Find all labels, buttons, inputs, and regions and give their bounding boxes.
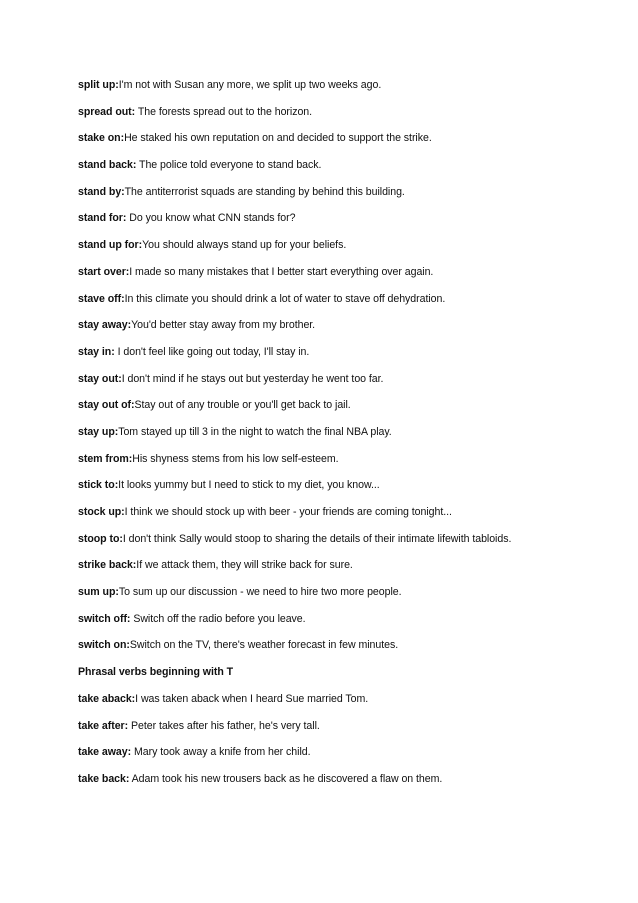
entry-term: stay up: [78, 425, 119, 438]
entry-term: sum up: [78, 586, 119, 599]
entry-take-after [78, 720, 623, 733]
entry-example: I don't feel like going out today, I'll stay in. [114, 345, 310, 358]
entry-term: stand for: [78, 212, 127, 225]
entry-take-back [78, 773, 623, 786]
entry-stay-away [78, 319, 623, 332]
entry-sum-up [78, 586, 623, 599]
entry-stay-in [78, 346, 623, 359]
entry-example: The police told everyone to stand back. [136, 159, 322, 172]
entry-example: You'd better stay away from my brother. [131, 319, 316, 332]
entry-term: stoop to: [78, 532, 123, 545]
entry-stock-up [78, 506, 623, 519]
entry-example: I think we should stock up with beer - your friends are coming tonight... [124, 506, 452, 518]
entry-example: You should always stand up for your beliefs. [142, 239, 347, 252]
entry-take-away [78, 746, 623, 759]
entry-term: stay out of: [78, 399, 135, 412]
entry-split-up [78, 79, 623, 92]
entry-term: stay away: [78, 319, 132, 332]
entry-example: I was taken aback when I heard Sue married Tom. [135, 692, 369, 705]
entry-stake-on [78, 132, 623, 145]
entry-switch-off [78, 613, 623, 626]
entry-stick-to [78, 479, 623, 492]
entry-stand-back [78, 159, 623, 172]
entry-example: His shyness stems from his low self-esteem. [132, 452, 339, 465]
entry-spread-out [78, 106, 623, 119]
section-heading: Phrasal verbs beginning with T [78, 666, 234, 679]
entry-example: If we attack them, they will strike back for sure. [136, 559, 353, 572]
entry-term: stave off: [78, 292, 125, 305]
entry-example: I made so many mistakes that I better start everything over again. [129, 265, 434, 278]
document-page [78, 79, 623, 800]
entry-example: The forests spread out to the horizon. [135, 105, 313, 118]
entry-stand-by [78, 186, 623, 199]
entry-term: stake on: [78, 132, 125, 145]
entry-stand-up-for [78, 239, 623, 252]
entry-term: switch on: [78, 639, 130, 652]
entry-example: I'm not with Susan any more, we split up two weeks ago. [118, 79, 382, 91]
entry-term: stand by: [78, 185, 125, 198]
entry-example: Stay out of any trouble or you'll get back to jail. [134, 399, 351, 412]
entry-example: Peter takes after his father, he's very tall. [128, 719, 320, 732]
entry-stay-out-of [78, 399, 623, 412]
entry-example: I don't think Sally would stoop to sharing the details of their intimate lifewith tabloids. [122, 532, 512, 545]
entry-example: Switch off the radio before you leave. [130, 612, 306, 625]
entry-example: Switch on the TV, there's weather forecast in few minutes. [129, 639, 399, 652]
entry-term: stock up: [78, 506, 125, 518]
entry-term: take back: [78, 772, 130, 785]
entry-example: Do you know what CNN stands for? [126, 212, 296, 225]
entry-stay-up [78, 426, 623, 439]
entry-stay-out [78, 373, 623, 386]
entry-stand-for [78, 212, 623, 225]
entry-term: switch off: [78, 612, 131, 625]
entry-stave-off [78, 293, 623, 306]
entry-term: stick to: [78, 479, 119, 492]
entry-term: take after: [78, 719, 129, 732]
entry-example: Tom stayed up till 3 in the night to watch the final NBA play. [118, 425, 392, 438]
entry-switch-on [78, 639, 623, 652]
entry-example: Mary took away a knife from her child. [131, 746, 311, 759]
entry-term: stand up for: [78, 239, 143, 252]
entry-example: I don't mind if he stays out but yesterday he went too far. [121, 372, 384, 385]
entry-stem-from [78, 453, 623, 466]
entry-example: The antiterrorist squads are standing by behind this building. [124, 185, 405, 198]
entry-term: stay in: [78, 345, 115, 358]
entry-example: He staked his own reputation on and decided to support the strike. [124, 132, 432, 145]
entry-example: In this climate you should drink a lot of water to stave off dehydration. [124, 292, 446, 305]
entry-strike-back [78, 559, 623, 572]
entry-take-aback [78, 693, 623, 706]
entry-term: strike back: [78, 559, 137, 572]
entry-term: spread out: [78, 105, 136, 118]
entry-term: start over: [78, 265, 130, 278]
entry-stoop-to [78, 533, 623, 546]
entry-term: split up: [78, 79, 119, 91]
entry-term: stem from: [78, 452, 133, 465]
entry-example: Adam took his new trousers back as he discovered a flaw on them. [129, 772, 443, 785]
entry-term: take aback: [78, 692, 136, 705]
entry-start-over [78, 266, 623, 279]
entry-term: stay out: [78, 372, 122, 385]
entry-term: stand back: [78, 159, 137, 172]
entry-example: To sum up our discussion - we need to hire two more people. [118, 586, 402, 599]
entry-term: take away: [78, 746, 132, 759]
entry-example: It looks yummy but I need to stick to my diet, you know... [118, 479, 380, 492]
